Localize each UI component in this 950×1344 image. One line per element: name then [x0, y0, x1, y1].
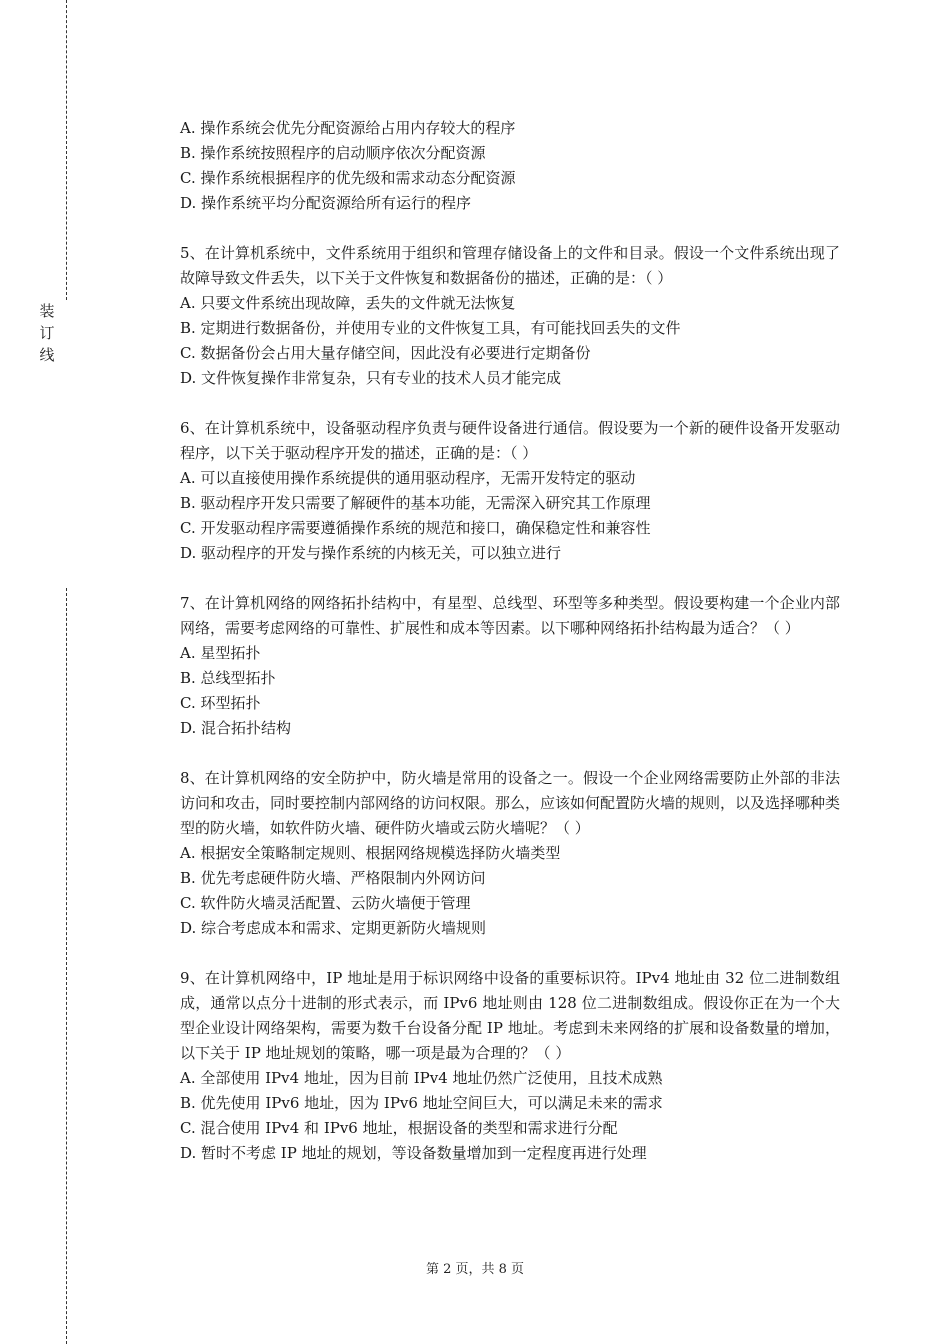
- option-b: B. 优先使用 IPv6 地址，因为 IPv6 地址空间巨大，可以满足未来的需求: [180, 1094, 663, 1112]
- q4-options: [180, 116, 840, 216]
- question-content: [180, 116, 840, 1191]
- option-b: B. 操作系统按照程序的启动顺序依次分配资源: [180, 144, 486, 162]
- question-stem: 9、在计算机网络中，IP 地址是用于标识网络中设备的重要标识符。IPv4 地址由 32 位二进制数组成，通常以点分十进制的形式表示，而 IPv6 地址则由 128 位二进制数组成。假设你正在为一个大型企业设计网络架构，需要为数千台设备分配 IP 地址。考虑到未来网络的扩展和设备数量的增加，以下关于 IP 地址规划的策略，哪一项是最为合理的？（ ）: [180, 969, 840, 1062]
- option-a: A. 可以直接使用操作系统提供的通用驱动程序，无需开发特定的驱动: [180, 469, 636, 487]
- option-a: A. 只要文件系统出现故障，丢失的文件就无法恢复: [180, 294, 516, 312]
- option-c: C. 数据备份会占用大量存储空间，因此没有必要进行定期备份: [180, 344, 591, 362]
- binding-label-char: 线: [39, 346, 55, 364]
- option-c: C. 操作系统根据程序的优先级和需求动态分配资源: [180, 169, 516, 187]
- binding-dashed-line-bottom: [66, 588, 67, 1344]
- option-b: B. 优先考虑硬件防火墙、严格限制内外网访问: [180, 869, 486, 887]
- option-b: B. 驱动程序开发只需要了解硬件的基本功能，无需深入研究其工作原理: [180, 494, 651, 512]
- option-d: D. 综合考虑成本和需求、定期更新防火墙规则: [180, 919, 487, 937]
- question-6: [180, 416, 840, 566]
- binding-label-char: 订: [39, 324, 55, 342]
- option-d: D. 驱动程序的开发与操作系统的内核无关，可以独立进行: [180, 544, 562, 562]
- page-number: 第 2 页，共 8 页: [425, 1262, 525, 1277]
- question-7: [180, 591, 840, 741]
- question-stem: 6、在计算机系统中，设备驱动程序负责与硬件设备进行通信。假设要为一个新的硬件设备开发驱动程序，以下关于驱动程序开发的描述，正确的是：（ ）: [180, 419, 840, 462]
- question-stem: 7、在计算机网络的网络拓扑结构中，有星型、总线型、环型等多种类型。假设要构建一个企业内部网络，需要考虑网络的可靠性、扩展性和成本等因素。以下哪种网络拓扑结构最为适合？（ ）: [180, 594, 840, 637]
- option-d: D. 混合拓扑结构: [180, 719, 292, 737]
- option-a: A. 星型拓扑: [180, 644, 261, 662]
- option-b: B. 总线型拓扑: [180, 669, 276, 687]
- option-a: A. 根据安全策略制定规则、根据网络规模选择防火墙类型: [180, 844, 561, 862]
- question-stem: 8、在计算机网络的安全防护中，防火墙是常用的设备之一。假设一个企业网络需要防止外部的非法访问和攻击，同时要控制内部网络的访问权限。那么，应该如何配置防火墙的规则，以及选择哪种类型的防火墙，如软件防火墙、硬件防火墙或云防火墙呢？（ ）: [180, 769, 841, 837]
- option-a: A. 操作系统会优先分配资源给占用内存较大的程序: [180, 119, 516, 137]
- question-stem: 5、在计算机系统中，文件系统用于组织和管理存储设备上的文件和目录。假设一个文件系统出现了故障导致文件丢失，以下关于文件恢复和数据备份的描述，正确的是：（ ）: [180, 244, 840, 287]
- binding-dashed-line-top: [66, 0, 67, 300]
- option-b: B. 定期进行数据备份，并使用专业的文件恢复工具，有可能找回丢失的文件: [180, 319, 681, 337]
- option-d: D. 文件恢复操作非常复杂，只有专业的技术人员才能完成: [180, 369, 562, 387]
- option-a: A. 全部使用 IPv4 地址，因为目前 IPv4 地址仍然广泛使用，且技术成熟: [180, 1069, 663, 1087]
- option-d: D. 操作系统平均分配资源给所有运行的程序: [180, 194, 472, 212]
- option-c: C. 环型拓扑: [180, 694, 261, 712]
- question-8: [180, 766, 840, 941]
- binding-label-char: 装: [39, 302, 55, 320]
- question-9: [180, 966, 840, 1166]
- option-c: C. 开发驱动程序需要遵循操作系统的规范和接口，确保稳定性和兼容性: [180, 519, 651, 537]
- question-5: [180, 241, 840, 391]
- option-c: C. 软件防火墙灵活配置、云防火墙便于管理: [180, 894, 471, 912]
- binding-label: [38, 300, 56, 366]
- option-c: C. 混合使用 IPv4 和 IPv6 地址，根据设备的类型和需求进行分配: [180, 1119, 618, 1137]
- option-d: D. 暂时不考虑 IP 地址的规划，等设备数量增加到一定程度再进行处理: [180, 1144, 647, 1162]
